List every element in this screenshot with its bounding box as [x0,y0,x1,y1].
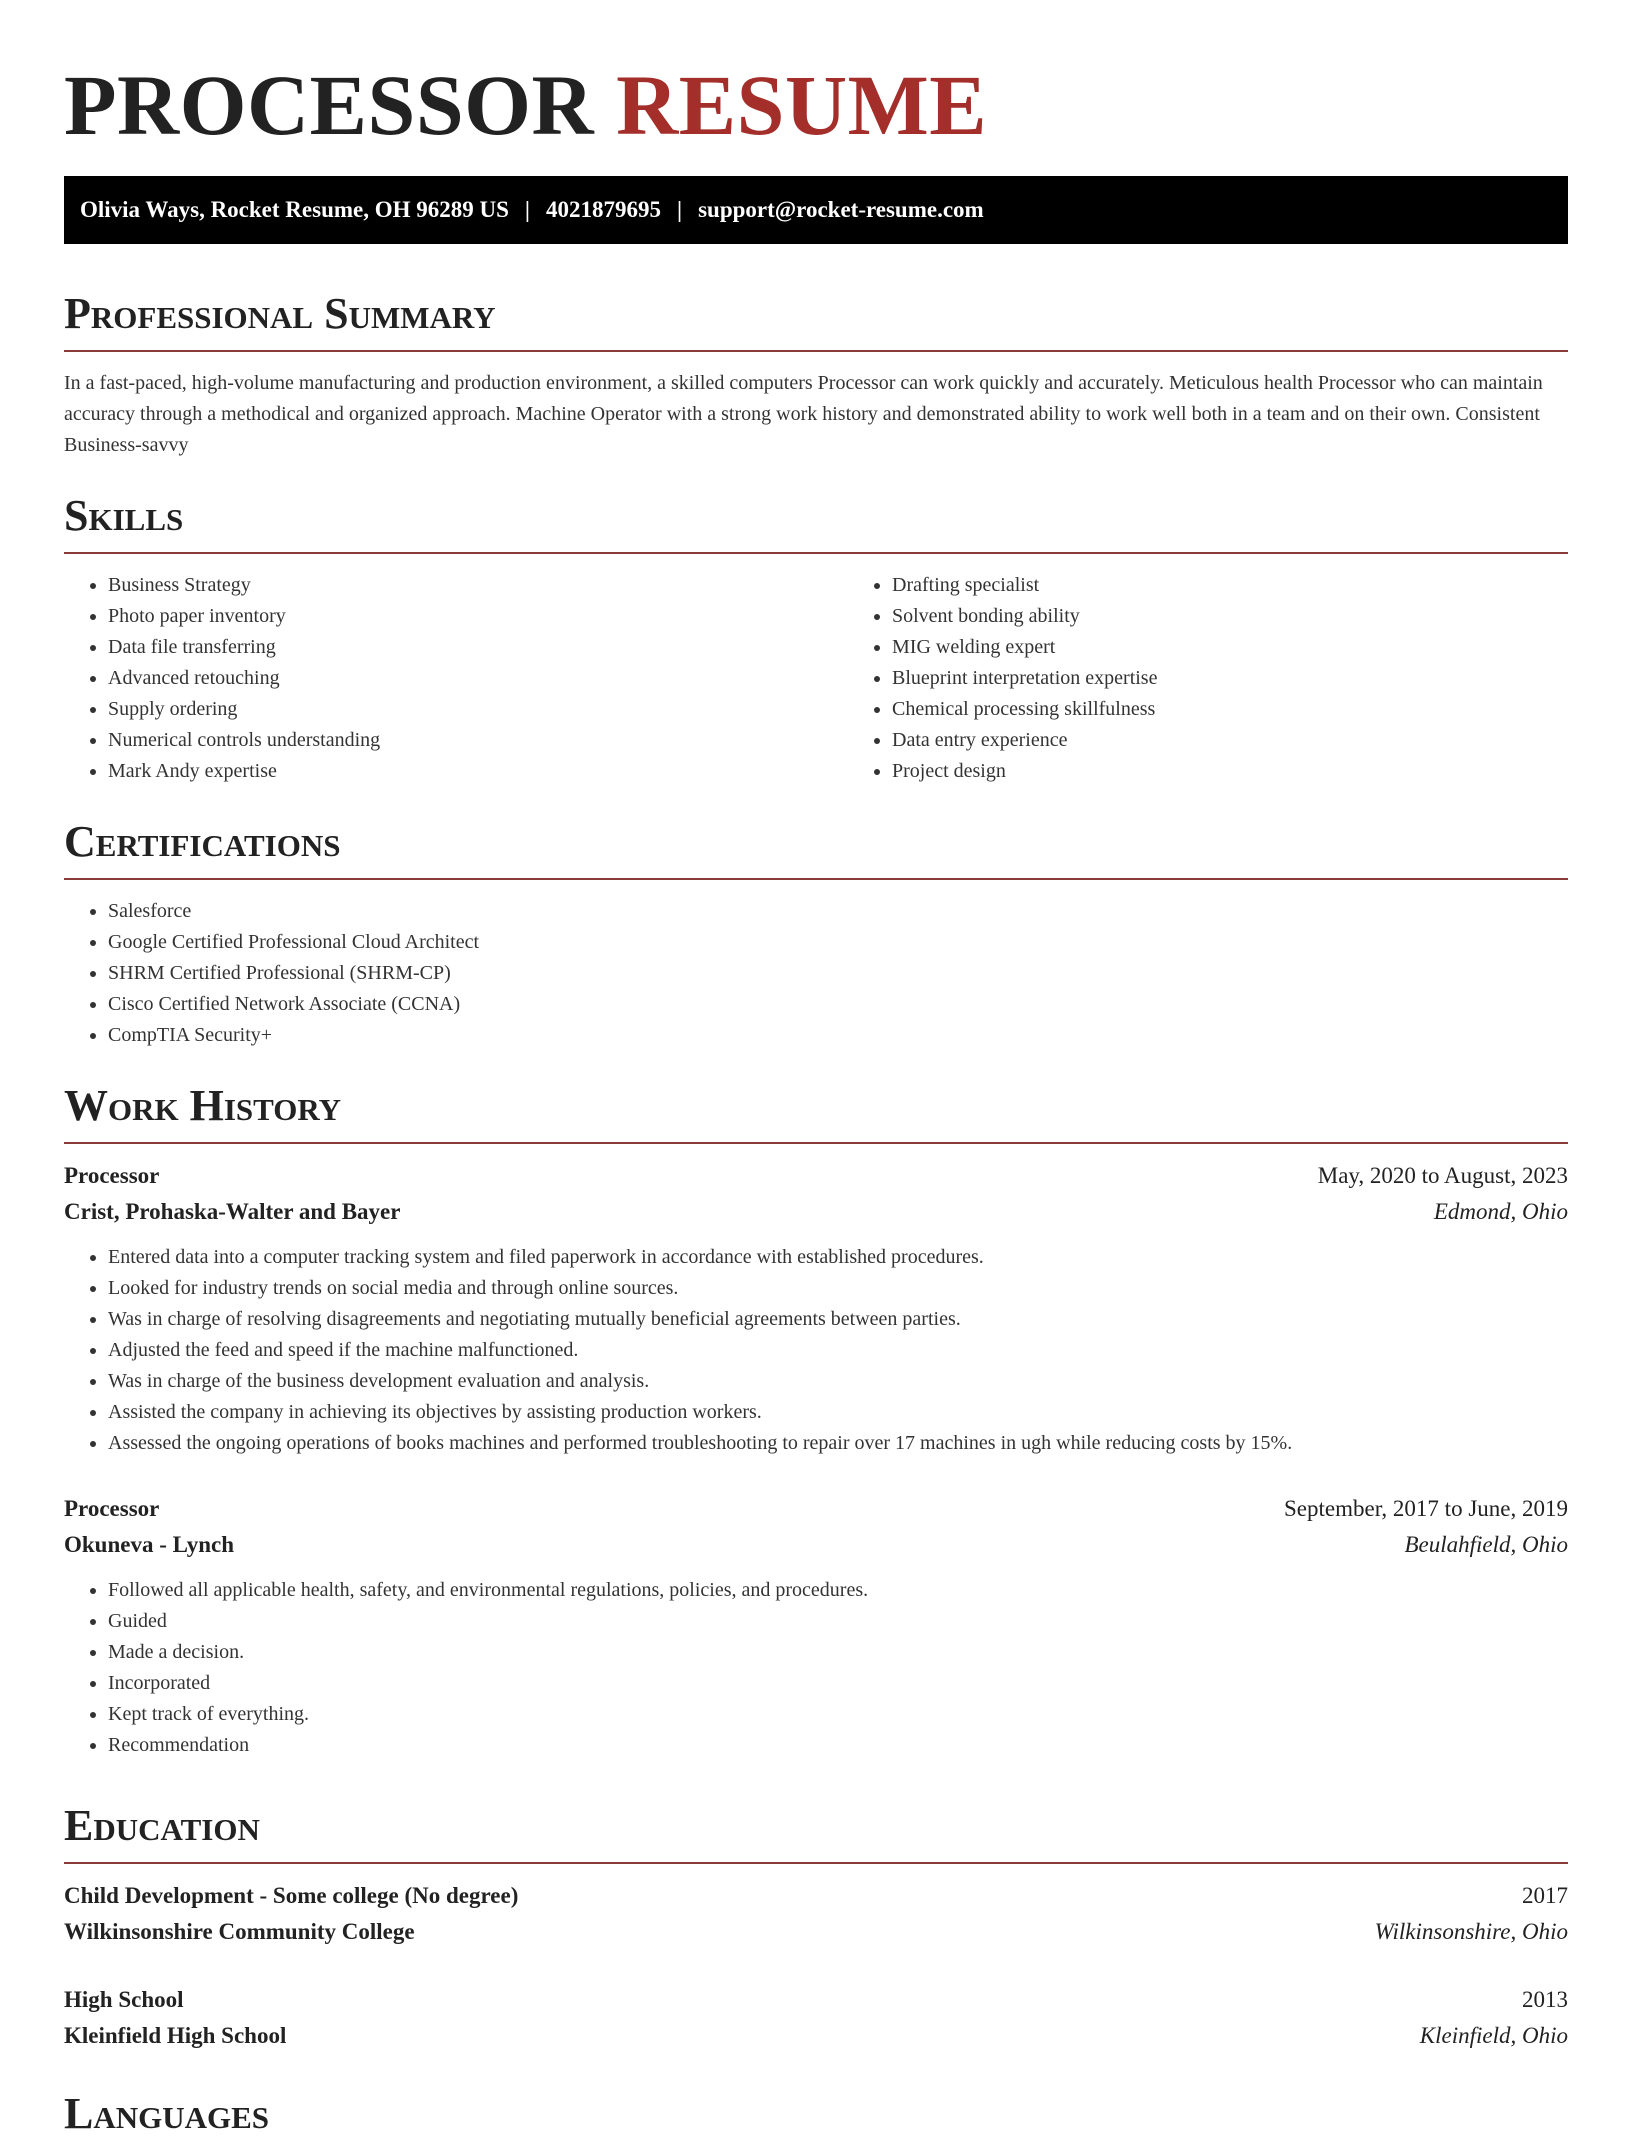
skills-list-left [64,570,848,787]
contact-address: Olivia Ways, Rocket Resume, OH 96289 US [80,197,509,222]
contact-phone: 4021879695 [546,197,661,222]
job-bullet: • Recommendation [108,1730,1568,1761]
education-location: Kleinfield, Ohio [1419,2023,1568,2048]
job-entry [64,1158,1568,1459]
skill-item: • Project design [892,756,1568,787]
summary-section [64,282,1568,461]
title-part-processor: PROCESSOR [64,57,595,153]
certification-item: • Salesforce [108,896,1568,927]
job-bullet: • Made a decision. [108,1637,1568,1668]
section-divider [64,1142,1568,1144]
title-part-resume: RESUME [616,57,988,153]
job-bullets [64,1242,1568,1459]
job-bullet: • Assessed the ongoing operations of books machines and performed troubleshooting to repair over 17 machines in ugh while reducing costs by 15%. [108,1428,1568,1459]
job-entry [64,1491,1568,1761]
education-entry [64,1982,1568,2054]
skills-columns [64,570,1568,787]
resume-title [64,50,987,160]
skill-item: • Numerical controls understanding [108,725,848,756]
certifications-section [64,810,1568,1051]
education-school: Kleinfield High School [64,2023,287,2048]
skill-item: • Data file transferring [108,632,848,663]
contact-separator: | [524,197,530,222]
job-title: Processor [64,1496,160,1521]
section-divider [64,350,1568,352]
job-bullet: • Entered data into a computer tracking system and filed paperwork in accordance with established procedures. [108,1242,1568,1273]
job-bullet: • Adjusted the feed and speed if the machine malfunctioned. [108,1335,1568,1366]
certification-item: • Google Certified Professional Cloud Architect [108,927,1568,958]
job-bullet: • Was in charge of resolving disagreements and negotiating mutually beneficial agreements between parties. [108,1304,1568,1335]
certification-item: • Cisco Certified Network Associate (CCNA) [108,989,1568,1020]
skill-item: • Blueprint interpretation expertise [892,663,1568,694]
certification-item: • CompTIA Security+ [108,1020,1568,1051]
languages-section [64,2082,1568,2146]
skill-item: • Mark Andy expertise [108,756,848,787]
job-bullet: • Looked for industry trends on social media and through online sources. [108,1273,1568,1304]
languages-heading: Languages [64,2089,270,2138]
contact-separator: | [677,197,683,222]
certification-item: • SHRM Certified Professional (SHRM-CP) [108,958,1568,989]
education-year: 2017 [1522,1883,1568,1908]
job-dates: May, 2020 to August, 2023 [1317,1163,1568,1188]
skill-item: • Solvent bonding ability [892,601,1568,632]
job-bullet: • Kept track of everything. [108,1699,1568,1730]
job-bullet: • Assisted the company in achieving its objectives by assisting production workers. [108,1397,1568,1428]
job-bullet: • Was in charge of the business development evaluation and analysis. [108,1366,1568,1397]
job-company: Okuneva - Lynch [64,1532,234,1557]
skill-item: • Advanced retouching [108,663,848,694]
skill-item: • Chemical processing skillfulness [892,694,1568,725]
job-bullet: • Incorporated [108,1668,1568,1699]
skill-item: • Data entry experience [892,725,1568,756]
work-history-heading: Work History [64,1081,342,1130]
skills-heading: Skills [64,491,184,540]
education-heading: Education [64,1801,260,1850]
summary-text: In a fast-paced, high-volume manufacturing and production environment, a skilled computers Processor can work quickly and accurately. Meticulous health Processor who can maintain accuracy through a methodical and organized approach. Machine Operator with a strong work history and demonstrated ability to work well both in a team and on their own. Consistent Business-savvy [64,372,1543,456]
job-bullet: • Followed all applicable health, safety, and environmental regulations, policies, and procedures. [108,1575,1568,1606]
job-bullets [64,1575,1568,1761]
education-degree: Child Development - Some college (No degree) [64,1883,519,1908]
education-section [64,1794,1568,2054]
section-divider [64,552,1568,554]
contact-bar [64,176,1568,244]
education-degree: High School [64,1987,184,2012]
education-entry [64,1878,1568,1950]
education-year: 2013 [1522,1987,1568,2012]
work-history-section [64,1074,1568,1761]
education-location: Wilkinsonshire, Ohio [1374,1919,1568,1944]
job-company: Crist, Prohaska-Walter and Bayer [64,1199,401,1224]
job-location: Beulahfield, Ohio [1404,1532,1568,1557]
job-location: Edmond, Ohio [1433,1199,1568,1224]
skill-item: • Business Strategy [108,570,848,601]
certifications-list [64,896,1568,1051]
section-divider [64,1862,1568,1864]
skill-item: • MIG welding expert [892,632,1568,663]
contact-email: support@rocket-resume.com [698,197,984,222]
skill-item: • Drafting specialist [892,570,1568,601]
summary-heading: Professional Summary [64,289,496,338]
section-divider [64,878,1568,880]
skill-item: • Supply ordering [108,694,848,725]
job-bullet: • Guided [108,1606,1568,1637]
skills-list-right [848,570,1568,787]
certifications-heading: Certifications [64,817,341,866]
job-dates: September, 2017 to June, 2019 [1284,1496,1568,1521]
skill-item: • Photo paper inventory [108,601,848,632]
education-school: Wilkinsonshire Community College [64,1919,415,1944]
skills-section [64,484,1568,787]
job-title: Processor [64,1163,160,1188]
